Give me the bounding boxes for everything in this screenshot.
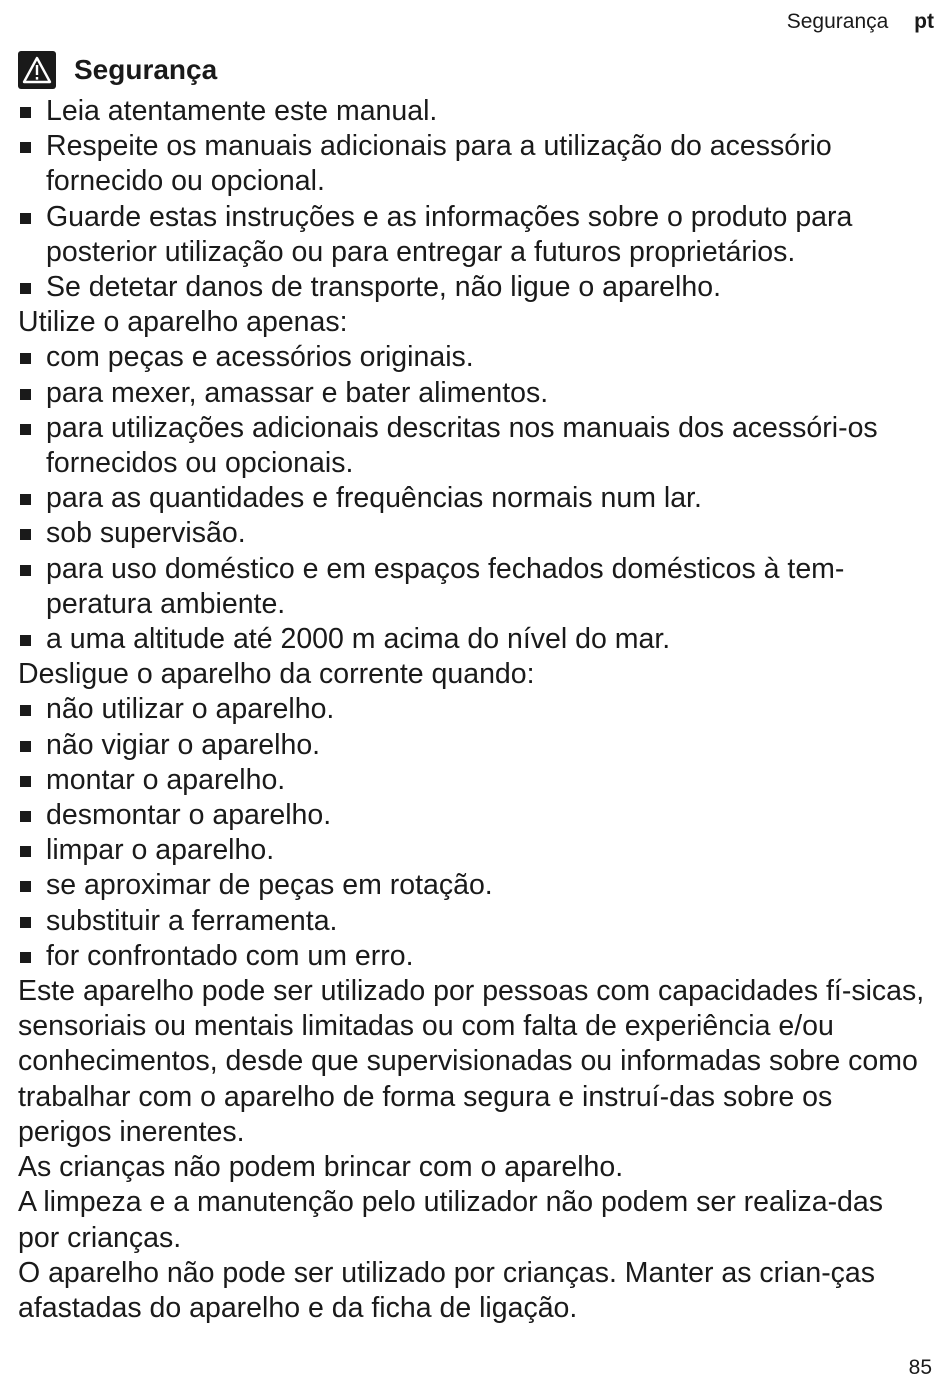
header-language-code: pt <box>914 10 934 33</box>
list-item: substituir a ferramenta. <box>18 904 928 939</box>
general-safety-list <box>18 94 928 305</box>
use-conditions-list <box>18 340 928 657</box>
running-header <box>787 8 934 36</box>
list-item: Guarde estas instruções e as informações sobre o produto para posterior utilização ou para entregar a futuros proprietários. <box>18 200 928 270</box>
section-title: Segurança <box>74 54 218 86</box>
list-item: para mexer, amassar e bater alimentos. <box>18 376 928 411</box>
list-item: desmontar o aparelho. <box>18 798 928 833</box>
list-item: Leia atentamente este manual. <box>18 94 928 129</box>
list-item: não vigiar o aparelho. <box>18 728 928 763</box>
list-item: não utilizar o aparelho. <box>18 692 928 727</box>
list-item: montar o aparelho. <box>18 763 928 798</box>
use-intro: Utilize o aparelho apenas: <box>18 306 348 339</box>
list-item: sob supervisão. <box>18 516 928 551</box>
section-heading <box>18 46 928 94</box>
paragraph-children-use: O aparelho não pode ser utilizado por crianças. Manter as crian-ças afastadas do aparelho e da ficha de ligação. <box>18 1256 876 1324</box>
list-item: para as quantidades e frequências normais num lar. <box>18 481 928 516</box>
paragraph-cleaning: A limpeza e a manutenção pelo utilizador não podem ser realiza-das por crianças. <box>18 1186 884 1254</box>
list-item: para uso doméstico e em espaços fechados domésticos à tem-peratura ambiente. <box>18 552 928 622</box>
list-item: limpar o aparelho. <box>18 833 928 868</box>
header-section-title: Segurança <box>786 10 889 33</box>
page-number: 85 <box>908 1356 932 1379</box>
list-item: para utilizações adicionais descritas nos manuais dos acessóri-os fornecidos ou opcionais. <box>18 411 928 481</box>
disconnect-conditions-list <box>18 692 928 974</box>
list-item: com peças e acessórios originais. <box>18 340 928 375</box>
paragraph-children-play: As crianças não podem brincar com o aparelho. <box>18 1151 624 1184</box>
warning-icon <box>18 51 56 89</box>
list-item: Respeite os manuais adicionais para a utilização do acessório fornecido ou opcional. <box>18 129 928 199</box>
list-item: for confrontado com um erro. <box>18 939 928 974</box>
page-content <box>18 46 928 1326</box>
disconnect-intro: Desligue o aparelho da corrente quando: <box>18 658 535 691</box>
paragraph-capabilities: Este aparelho pode ser utilizado por pessoas com capacidades fí-sicas, sensoriais ou mentais limitadas ou com falta de experiência e/ou conhecimentos, desde que supervisionadas ou informadas sobre como trabalhar com o aparelho de forma segura e instruí-das sobre os perigos inerentes. <box>18 975 925 1148</box>
list-item: a uma altitude até 2000 m acima do nível do mar. <box>18 622 928 657</box>
list-item: Se detetar danos de transporte, não ligue o aparelho. <box>18 270 928 305</box>
list-item: se aproximar de peças em rotação. <box>18 868 928 903</box>
